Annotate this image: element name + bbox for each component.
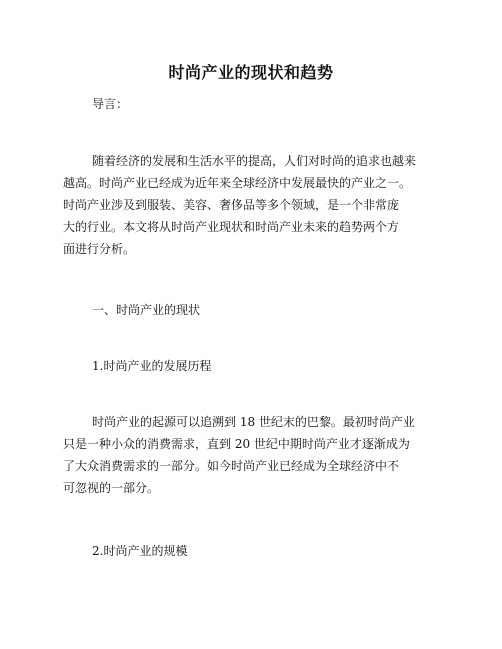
subsection-1-line-3: 了大众消费需求的一部分。如今时尚产业已经成为全球经济中不 bbox=[63, 459, 400, 473]
intro-line-3: 时尚产业涉及到服装、美容、奢侈品等多个领域，是一个非常庞 bbox=[63, 198, 400, 212]
subsection-1-line-1: 时尚产业的起源可以追溯到 18 世纪末的巴黎。最初时尚产业 bbox=[92, 415, 415, 429]
subsection-1-line-2: 只是一种小众的消费需求，直到 20 世纪中期时尚产业才逐渐成为 bbox=[63, 437, 410, 451]
section-1-heading: 一、时尚产业的现状 bbox=[92, 303, 201, 317]
subsection-1-heading: 1.时尚产业的发展历程 bbox=[92, 359, 212, 373]
intro-label: 导言： bbox=[92, 97, 129, 111]
intro-line-5: 面进行分析。 bbox=[63, 242, 136, 256]
subsection-2-heading: 2.时尚产业的规模 bbox=[92, 544, 188, 558]
document-title: 时尚产业的现状和趋势 bbox=[168, 63, 334, 82]
intro-line-2: 越高。时尚产业已经成为近年来全球经济中发展最快的产业之一。 bbox=[63, 176, 412, 190]
subsection-1-line-4: 可忽视的一部分。 bbox=[63, 481, 160, 495]
intro-line-1: 随着经济的发展和生活水平的提高，人们对时尚的追求也越来 bbox=[92, 154, 417, 168]
intro-line-4: 大的行业。本文将从时尚产业现状和时尚产业未来的趋势两个方 bbox=[63, 220, 400, 234]
